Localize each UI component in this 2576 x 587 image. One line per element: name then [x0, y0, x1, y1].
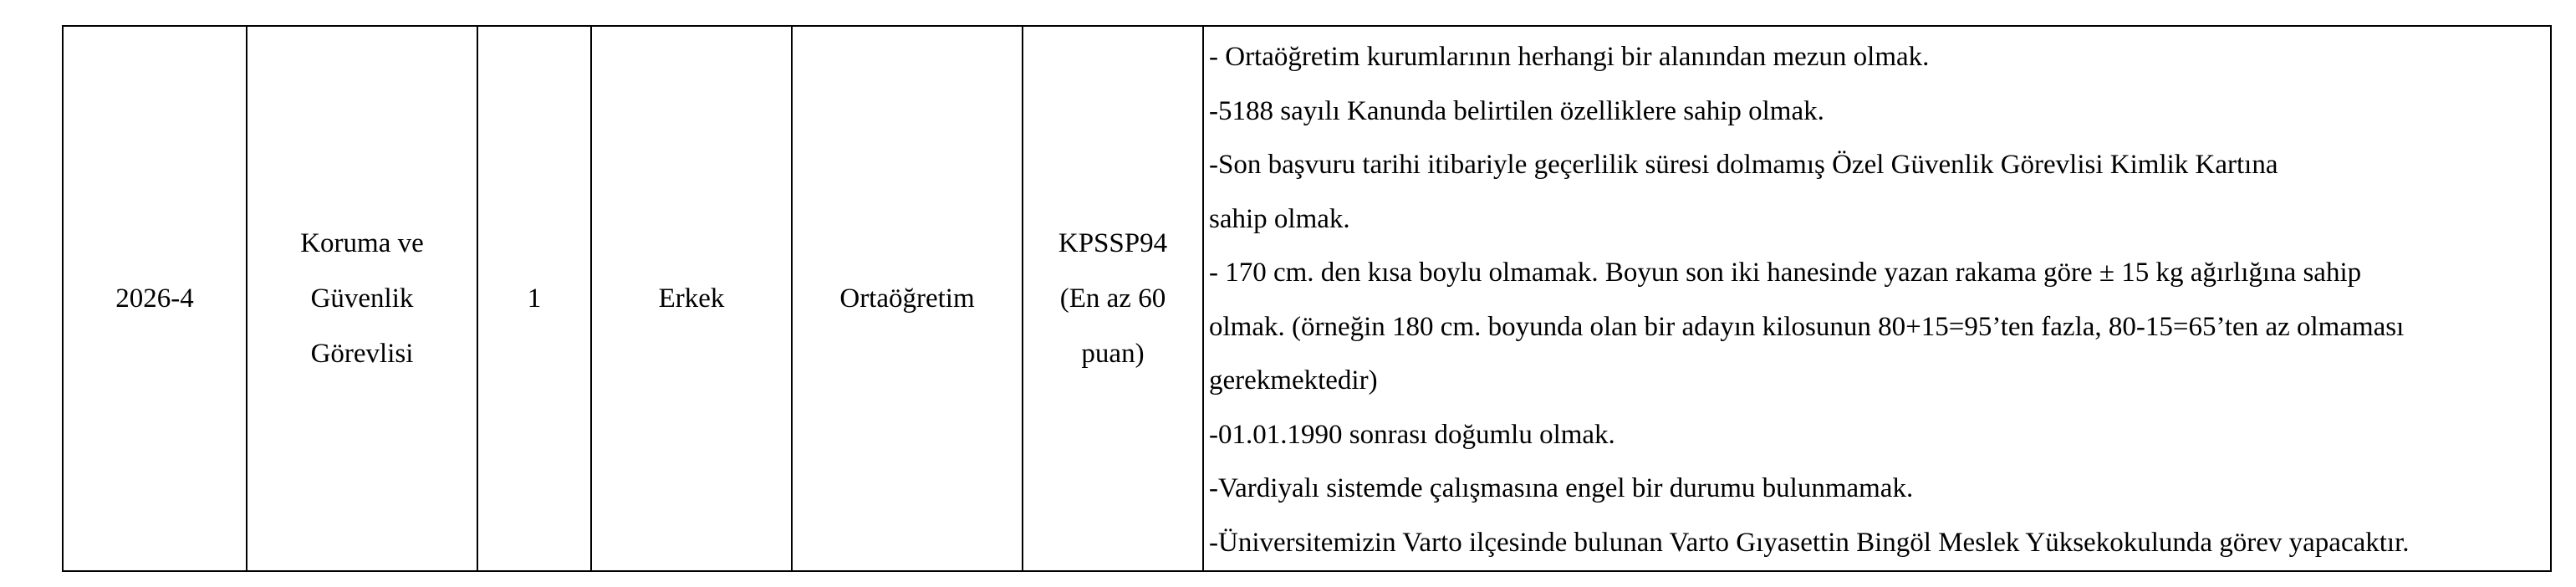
education-level: Ortaöğretim — [839, 283, 975, 314]
requirement-line: -Son başvuru tarihi itibariyle geçerlilik süresi dolmamış Özel Güvenlik Görevlisi Kimlik Kartına — [1209, 150, 2278, 180]
gender-cell — [591, 26, 792, 571]
exam-score-line: puan) — [1081, 339, 1145, 369]
position-title-line: Görevlisi — [310, 339, 414, 369]
requirements-cell — [1203, 26, 2551, 571]
requirement-line: olmak. (örneğin 180 cm. boyunda olan bir adayın kilosunun 80+15=95’ten fazla, 80-15=65’ten az olmaması — [1209, 311, 2405, 342]
education-cell — [792, 26, 1023, 571]
exam-score-line: KPSSP94 — [1058, 228, 1168, 258]
table-row — [63, 26, 2551, 571]
requirement-line: sahip olmak. — [1209, 203, 1350, 234]
position-code-cell — [63, 26, 247, 571]
position-title-cell — [247, 26, 477, 571]
position-code: 2026-4 — [115, 283, 194, 314]
requirement-line: -Vardiyalı sistemde çalışmasına engel bir durumu bulunmamak. — [1209, 473, 1914, 503]
requirement-line: - 170 cm. den kısa boylu olmamak. Boyun son iki hanesinde yazan rakama göre ± 15 kg ağırlığına sahip — [1209, 258, 2362, 288]
job-listing-table — [62, 25, 2552, 572]
requirement-line: gerekmektedir) — [1209, 365, 1378, 396]
exam-score-line: (En az 60 — [1059, 283, 1166, 314]
position-title-line: Güvenlik — [310, 283, 414, 314]
gender-value: Erkek — [658, 283, 725, 314]
quota-cell — [477, 26, 591, 571]
exam-score-cell — [1023, 26, 1203, 571]
requirement-line: -Üniversitemizin Varto ilçesinde bulunan Varto Gıyasettin Bingöl Meslek Yüksekokulunda görev yapacaktır. — [1209, 527, 2410, 558]
requirement-line: -01.01.1990 sonrası doğumlu olmak. — [1209, 419, 1615, 450]
position-title-line: Koruma ve — [300, 228, 424, 258]
requirement-line: - Ortaöğretim kurumlarının herhangi bir alanından mezun olmak. — [1209, 42, 1930, 72]
requirement-line: -5188 sayılı Kanunda belirtilen özelliklere sahip olmak. — [1209, 95, 1824, 126]
quota-count: 1 — [527, 283, 542, 314]
